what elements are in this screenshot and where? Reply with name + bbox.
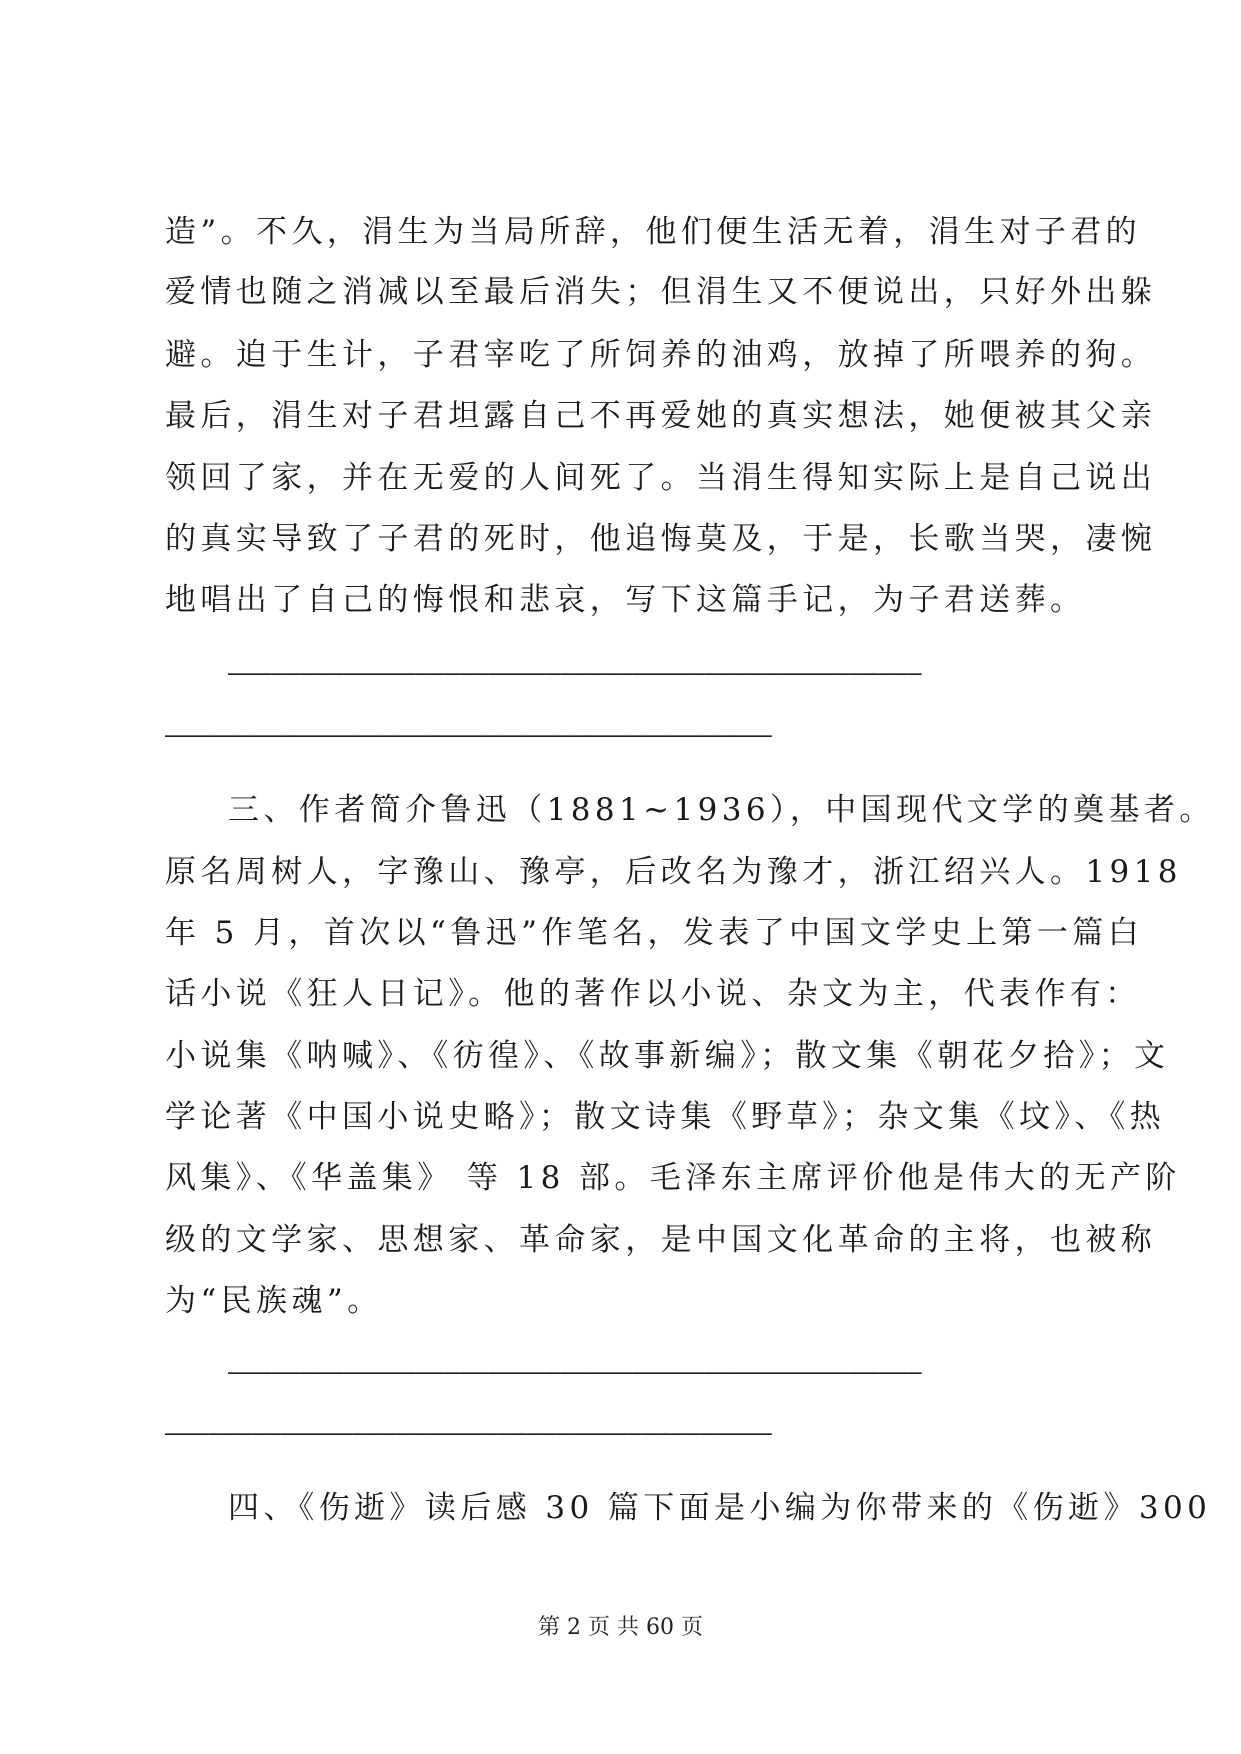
paragraph-line: 学论著《中国小说史略》；散文诗集《野草》；杂文集《坟》、《热 xyxy=(165,1099,1165,1135)
paragraph-line: 风集》、《华盖集》 等 18 部。毛泽东主席评价他是伟大的无产阶 xyxy=(165,1160,1181,1196)
paragraph-line: 造”。不久，涓生为当局所辞，他们便生活无着，涓生对子君的 xyxy=(165,214,1142,250)
paragraph-line: 四、《伤逝》读后感 30 篇下面是小编为你带来的《伤逝》300 xyxy=(228,1490,1212,1526)
paragraph-line: 最后，涓生对子君坦露自己不再爱她的真实想法，她便被其父亲 xyxy=(165,398,1157,434)
paragraph-line: 三、作者简介鲁迅（1881~1936），中国现代文学的奠基者。 xyxy=(228,792,1215,828)
paragraph-line: 年 5 月，首次以“鲁迅”作笔名，发表了中国文学史上第一篇白 xyxy=(165,915,1144,951)
divider-line: ———————————————————————————————————————————————— xyxy=(228,1358,922,1386)
paragraph-line: 地唱出了自己的悔恨和悲哀，写下这篇手记，为子君送葬。 xyxy=(165,582,1086,618)
paragraph-line: 话小说《狂人日记》。他的著作以小说、杂文为主，代表作有： xyxy=(165,976,1141,1012)
paragraph-line: 小说集《呐喊》、《彷徨》、《故事新编》；散文集《朝花夕拾》；文 xyxy=(165,1038,1170,1074)
paragraph-line: 级的文学家、思想家、革命家，是中国文化革命的主将，也被称 xyxy=(165,1222,1157,1258)
paragraph-line: 为“民族魂”。 xyxy=(165,1283,383,1319)
divider-line: —————————————————————————————————————————— xyxy=(165,1419,772,1447)
paragraph-line: 领回了家，并在无爱的人间死了。当涓生得知实际上是自己说出 xyxy=(165,460,1157,496)
divider-line: ———————————————————————————————————————————————— xyxy=(228,659,922,687)
page-number-footer: 第 2 页 共 60 页 xyxy=(538,1615,703,1640)
paragraph-line: 的真实导致了子君的死时，他追悔莫及，于是，长歌当哭，凄惋 xyxy=(165,521,1157,557)
paragraph-line: 爱情也随之消减以至最后消失；但涓生又不便说出，只好外出躲 xyxy=(165,274,1157,310)
divider-line: —————————————————————————————————————————— xyxy=(165,721,772,749)
paragraph-line: 原名周树人，字豫山、豫亭，后改名为豫才，浙江绍兴人。1918 xyxy=(165,854,1182,890)
paragraph-line: 避。迫于生计，子君宰吃了所饲养的油鸡，放掉了所喂养的狗。 xyxy=(165,337,1157,373)
